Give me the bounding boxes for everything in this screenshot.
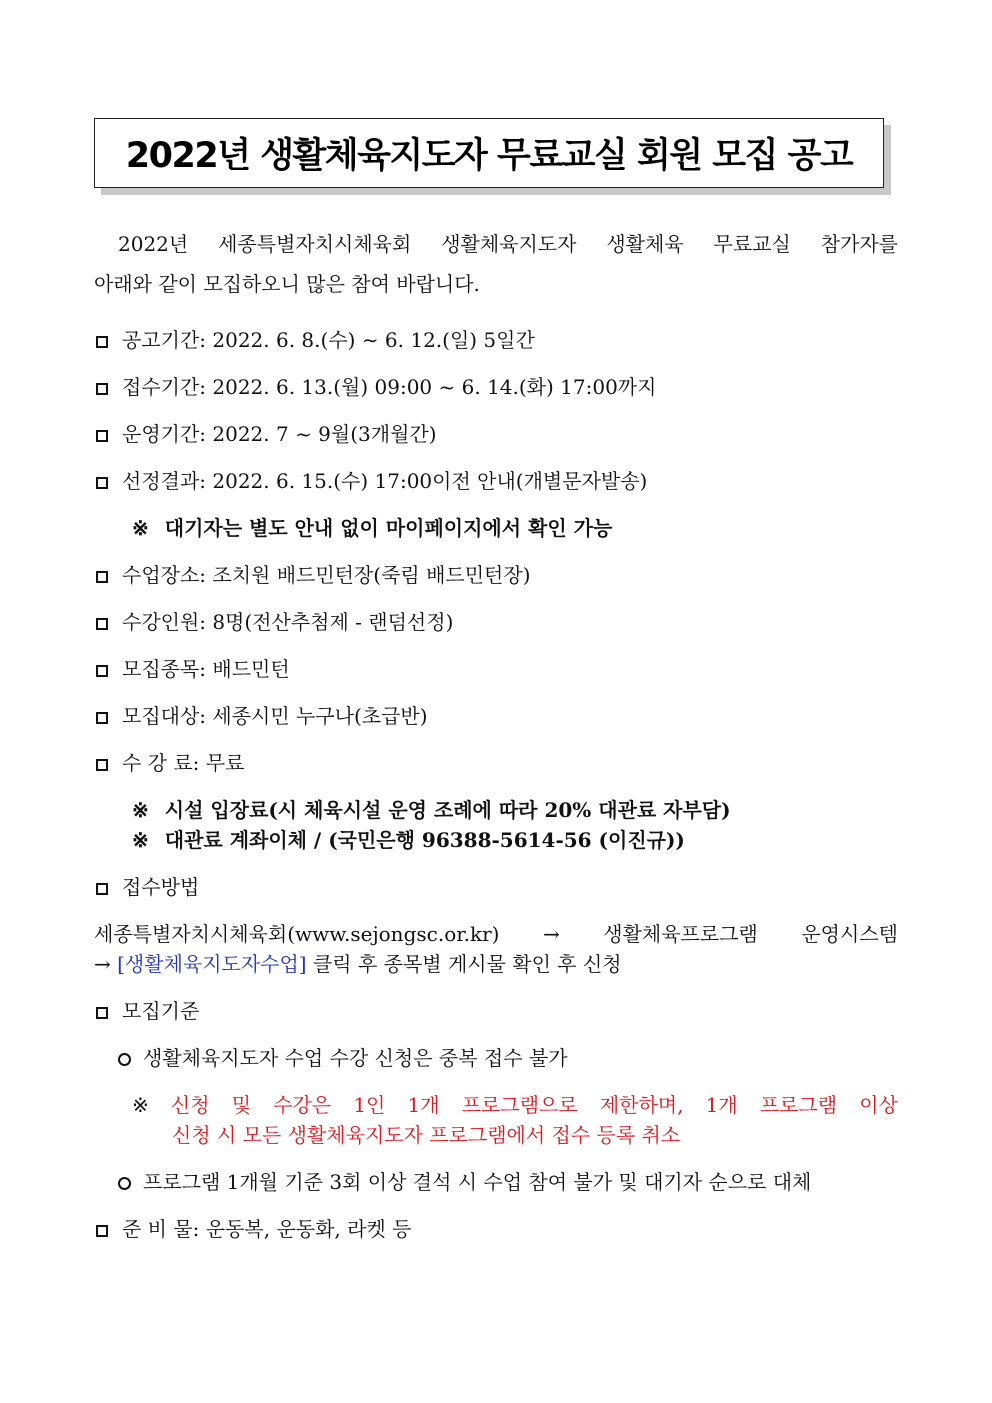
- selection-result-item: [96, 467, 647, 495]
- criteria-2-item: [118, 1168, 811, 1196]
- location-text: 수업장소: 조치원 배드민턴장(죽림 배드민턴장): [122, 563, 531, 587]
- location-item: [96, 561, 531, 589]
- intro-word: 2022년: [118, 232, 189, 256]
- criteria-heading-item: [96, 997, 199, 1025]
- fee-note-2: [132, 826, 685, 854]
- notice-period-text: 공고기간: 2022. 6. 8.(수) ∼ 6. 12.(일) 5일간: [122, 328, 535, 352]
- intro-line-2: 아래와 같이 모집하오니 많은 참여 바랍니다.: [94, 272, 480, 296]
- selection-note: [132, 514, 612, 542]
- application-period-item: [96, 373, 656, 401]
- reference-mark-icon: ※: [132, 1093, 149, 1117]
- warning-word: 프로그램: [759, 1093, 838, 1117]
- warning-word: 1개: [705, 1093, 738, 1117]
- criteria-1-text: 생활체육지도자 수업 수강 신청은 중복 접수 불가: [143, 1046, 568, 1070]
- reference-mark-icon: ※: [132, 798, 149, 822]
- fee-text: 수 강 료: 무료: [122, 751, 245, 775]
- page-title: 2022년 생활체육지도자 무료교실 회원 모집 공고: [125, 136, 853, 176]
- square-bullet-icon: [96, 571, 108, 583]
- square-bullet-icon: [96, 1225, 108, 1237]
- operation-period-text: 운영기간: 2022. 7 ~ 9월(3개월간): [122, 422, 437, 446]
- warning-line-2: 신청 시 모든 생활체육지도자 프로그램에서 접수 등록 취소: [172, 1123, 681, 1147]
- square-bullet-icon: [96, 383, 108, 395]
- warning-line-1: [132, 1090, 898, 1120]
- method-heading-item: [96, 873, 199, 901]
- instructor-class-link[interactable]: [생활체육지도자수업]: [117, 952, 307, 976]
- warning-word: 1인: [353, 1093, 386, 1117]
- criteria-1-warning: [132, 1090, 898, 1150]
- method-system-text: 운영시스템: [801, 922, 898, 946]
- circle-bullet-icon: [118, 1177, 131, 1190]
- intro-word: 참가자를: [820, 232, 898, 256]
- square-bullet-icon: [96, 759, 108, 771]
- square-bullet-icon: [96, 336, 108, 348]
- square-bullet-icon: [96, 430, 108, 442]
- intro-word: 생활체육: [606, 232, 684, 256]
- arrow-right-icon: →: [94, 952, 111, 976]
- application-period-text: 접수기간: 2022. 6. 13.(월) 09:00 ~ 6. 14.(화) 17:00까지: [122, 375, 657, 399]
- warning-word: 1개: [407, 1093, 440, 1117]
- fee-note-1-text: 시설 입장료(시 체육시설 운영 조례에 따라 20% 대관료 자부담): [164, 798, 731, 822]
- reference-mark-icon: ※: [132, 516, 149, 540]
- warning-word: 및: [231, 1093, 252, 1117]
- sport-item: [96, 655, 290, 683]
- fee-item: [96, 749, 244, 777]
- capacity-text: 수강인원: 8명(전산추첨제 - 랜덤선정): [122, 610, 454, 634]
- warning-word: 프로그램으로: [461, 1093, 578, 1117]
- intro-word: 세종특별자치시체육회: [218, 232, 412, 256]
- reference-mark-icon: ※: [132, 828, 149, 852]
- intro-line-1: [94, 224, 898, 264]
- method-site-text: 세종특별자치시체육회(www.sejongsc.or.kr): [94, 922, 500, 946]
- operation-period-item: [96, 420, 437, 448]
- fee-note-2-text: 대관료 계좌이체 / (국민은행 96388-5614-56 (이진규)): [164, 828, 685, 852]
- square-bullet-icon: [96, 883, 108, 895]
- capacity-item: [96, 608, 453, 636]
- title-box: [94, 118, 884, 188]
- warning-word: 이상: [859, 1093, 898, 1117]
- square-bullet-icon: [96, 665, 108, 677]
- intro-word: 무료교실: [713, 232, 791, 256]
- criteria-2-text: 프로그램 1개월 기준 3회 이상 결석 시 수업 참여 불가 및 대기자 순으로 대체: [143, 1170, 812, 1194]
- criteria-heading-text: 모집기준: [122, 999, 200, 1023]
- supplies-text: 준 비 물: 운동복, 운동화, 라켓 등: [122, 1217, 412, 1241]
- square-bullet-icon: [96, 712, 108, 724]
- warning-word: 제한하며,: [599, 1093, 684, 1117]
- square-bullet-icon: [96, 1007, 108, 1019]
- warning-word: 신청: [170, 1093, 210, 1117]
- fee-note-1: [132, 796, 731, 824]
- intro-word: 생활체육지도자: [441, 232, 577, 256]
- method-heading-text: 접수방법: [122, 875, 200, 899]
- title-frame: [94, 118, 884, 188]
- criteria-1-item: [118, 1044, 568, 1072]
- warning-word: 수강은: [273, 1093, 332, 1117]
- method-line-1: [94, 920, 898, 948]
- sport-text: 모집종목: 배드민턴: [122, 657, 290, 681]
- notice-period-item: [96, 326, 535, 354]
- selection-result-text: 선정결과: 2022. 6. 15.(수) 17:00이전 안내(개별문자발송): [122, 469, 648, 493]
- square-bullet-icon: [96, 618, 108, 630]
- arrow-right-icon: →: [542, 922, 560, 946]
- circle-bullet-icon: [118, 1053, 131, 1066]
- method-line-2-rest: 클릭 후 종목별 게시물 확인 후 신청: [312, 952, 622, 976]
- method-program-text: 생활체육프로그램: [603, 922, 758, 946]
- intro-paragraph: [94, 224, 898, 304]
- square-bullet-icon: [96, 477, 108, 489]
- selection-note-text: 대기자는 별도 안내 없이 마이페이지에서 확인 가능: [164, 516, 613, 540]
- target-item: [96, 702, 428, 730]
- target-text: 모집대상: 세종시민 누구나(초급반): [122, 704, 428, 728]
- method-line-2: [94, 950, 898, 978]
- supplies-item: [96, 1215, 411, 1243]
